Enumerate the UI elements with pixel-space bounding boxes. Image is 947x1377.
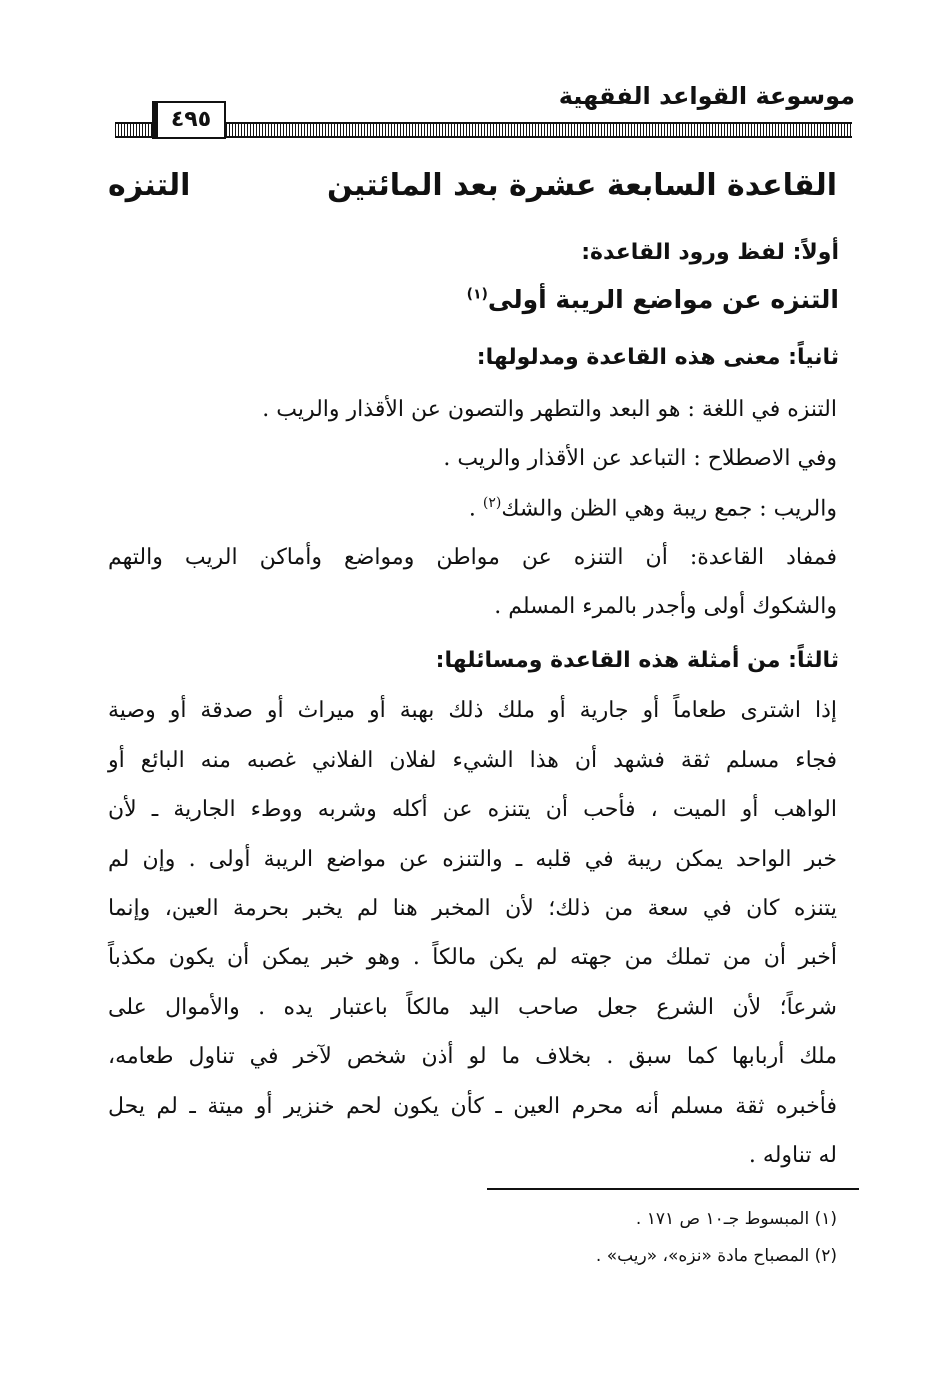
example-line-1: إذا اشترى طعاماً أو جارية أو ملك ذلك بهبة أو ميراث أو صدقة أو وصية [108, 698, 837, 723]
meaning-line-3-text: والريب : جمع ريبة وهي الظن والشك [501, 496, 837, 522]
page-number: ٤٩٥ [152, 101, 226, 139]
example-line-10: له تناوله . [748, 1143, 837, 1168]
rule-text [467, 285, 839, 314]
footnote-1: (١) المبسوط جـ١٠ ص ١٧١ . [635, 1209, 837, 1229]
running-title: موسوعة القواعد الفقهية [558, 82, 855, 110]
example-line-4: خبر الواحد يمكن ريبة في قلبه ـ والتنزه عن مواضع الريبة أولى . وإن لم [108, 847, 837, 872]
meaning-line-4: فمفاد القاعدة: أن التنزه عن مواطن ومواضع وأماكن الريب والتهم [108, 545, 837, 570]
meaning-line-3-period: . [468, 496, 476, 522]
section-heading-3: ثالثاً: من أمثلة هذه القاعدة ومسائلها: [435, 648, 839, 673]
example-line-8: ملك أربابها كما سبق . بخلاف ما لو أذن شخص لآخر في تناول طعامه، [108, 1044, 837, 1069]
footnote-ref-1: (١) [466, 286, 488, 303]
meaning-line-2: وفي الاصطلاح : التباعد عن الأقذار والريب . [443, 446, 837, 471]
meaning-line-1: التنزه في اللغة : هو البعد والتطهر والتصون عن الأقذار والريب . [262, 397, 837, 422]
footnote-ref-2: (٢) [482, 495, 502, 511]
example-line-5: يتنزه كان في سعة من ذلك؛ لأن المخبر هنا لم يخبر بحرمة العين، وإنما [108, 896, 837, 921]
rule-title: القاعدة السابعة عشرة بعد المائتين [326, 168, 837, 203]
meaning-line-3 [469, 495, 837, 521]
example-line-2: فجاء مسلم ثقة فشهد أن هذا الشيء لفلان الفلاني غصبه منه البائع أو [108, 748, 837, 773]
section-heading-2: ثانياً: معنى هذه القاعدة ومدلولها: [476, 345, 839, 370]
example-line-3: الواهب أو الميت ، فأحب أن يتنزه عن أكله وشربه ووطء الجارية ـ لأن [108, 797, 837, 822]
example-line-6: أخبر أن من تملك من جهته لم يكن مالكاً . وهو خبر يمكن أن يكون مكذباً [108, 945, 837, 970]
rule-text-body: التنزه عن مواضع الريبة أولى [487, 285, 839, 314]
section-heading-1: أولاً: لفظ ورود القاعدة: [581, 240, 839, 265]
footnote-2: (٢) المصباح مادة «نزه»، «ريب» . [595, 1246, 837, 1266]
rule-keyword: التنزه [108, 168, 191, 203]
footnote-divider [487, 1188, 859, 1190]
example-line-9: فأخبره ثقة مسلم أنه محرم العين ـ كأن يكون لحم خنزير أو ميتة ـ لم يحل [108, 1094, 837, 1119]
meaning-line-5: والشكوك أولى وأجدر بالمرء المسلم . [494, 594, 837, 619]
example-line-7: شرعاً؛ لأن الشرع جعل صاحب اليد مالكاً باعتبار يده . والأموال على [108, 995, 837, 1020]
